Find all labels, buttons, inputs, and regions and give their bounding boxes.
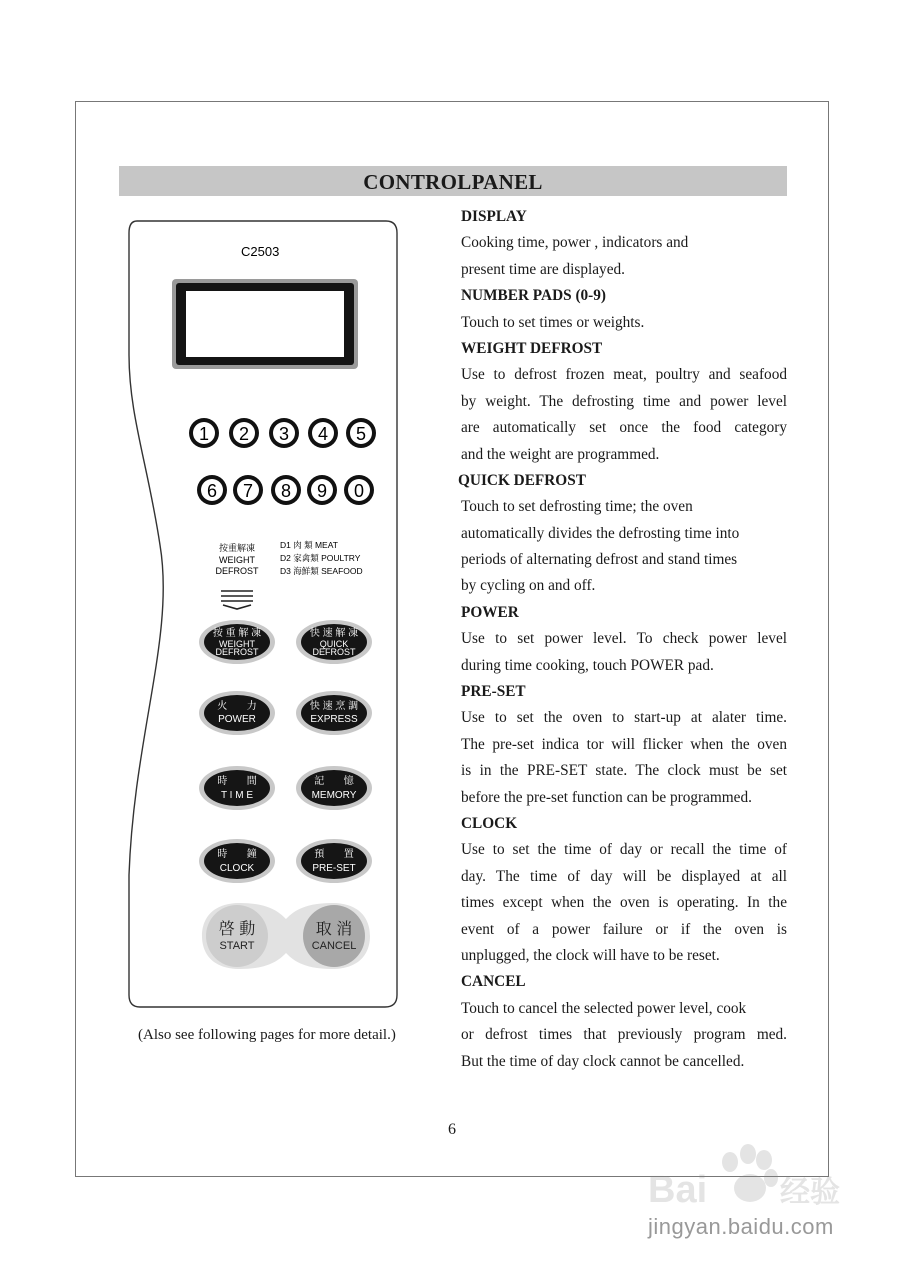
button-cn-label: 火 力 [217, 701, 257, 712]
express-button[interactable] [296, 691, 372, 735]
description-line: But the time of day clock cannot be cancelled. [461, 1052, 745, 1070]
memory-button[interactable] [296, 766, 372, 810]
description-line: by cycling on and off. [461, 577, 596, 595]
start-button[interactable] [206, 905, 268, 967]
display-window [172, 279, 358, 369]
section-heading: CLOCK [461, 814, 518, 832]
number-pad-label: 3 [278, 424, 290, 444]
button-en-label: WEIGHT [219, 639, 255, 649]
section-heading: WEIGHT DEFROST [461, 339, 603, 357]
number-pad-6[interactable] [197, 475, 227, 505]
description-line: is in the PRE-SET state. The clock must be set [461, 762, 787, 780]
number-pad-label: 7 [242, 481, 254, 501]
button-cn-label: 時 鐘 [217, 849, 257, 860]
baidu-paw-watermark-icon [640, 1140, 870, 1260]
svg-text:Bai: Bai [648, 1169, 708, 1211]
description-line: Cooking time, power , indicators and [461, 234, 689, 252]
weight-defrost-cn-label: 按重解凍 [218, 543, 256, 553]
model-label: C2503 [241, 244, 280, 259]
number-pad-7[interactable] [233, 475, 263, 505]
pre-set-button[interactable] [296, 839, 372, 883]
description-line: during time cooking, touch POWER pad. [461, 656, 714, 674]
button-cn-label: 快 速 烹 調 [309, 701, 359, 712]
section-heading: NUMBER PADS (0-9) [461, 287, 607, 305]
button-en-label: DEFROST [312, 647, 356, 657]
weight-defrost-button[interactable] [199, 620, 275, 664]
cancel-cn-label: 取 消 [315, 921, 353, 938]
section-heading: PRE-SET [461, 683, 526, 701]
control-panel-illustration [120, 215, 410, 1015]
description-line: present time are displayed. [461, 260, 625, 278]
description-line: event of a power failure or if the oven is [461, 920, 787, 938]
button-en-label: CLOCK [219, 863, 255, 874]
number-pad-label: 1 [198, 424, 210, 444]
number-pad-label: 2 [238, 424, 250, 444]
category-meat: D1 肉 類 MEAT [280, 540, 338, 550]
section-heading: POWER [461, 603, 519, 621]
button-en-label: MEMORY [311, 790, 357, 801]
button-en-label: PRE-SET [312, 863, 356, 874]
section-heading: CANCEL [461, 973, 526, 991]
section-heading: QUICK DEFROST [458, 471, 586, 489]
button-en-label: QUICK [319, 639, 349, 649]
description-line: The pre-set indica tor will flicker when the oven [461, 735, 787, 753]
description-line: or defrost times that previously program med. [461, 1026, 787, 1044]
number-pad-label: 8 [280, 481, 292, 501]
button-cn-label: 快 速 解 凍 [309, 628, 359, 639]
number-pad-label: 9 [316, 481, 328, 501]
watermark-url: jingyan.baidu.com [648, 1214, 834, 1239]
quick-defrost-button[interactable] [296, 620, 372, 664]
category-poultry: D2 家禽類 POULTRY [280, 553, 361, 563]
description-line: Touch to set defrosting time; the oven [461, 498, 693, 516]
number-pad-3[interactable] [269, 418, 299, 448]
power-button[interactable] [199, 691, 275, 735]
button-en-label: POWER [218, 714, 256, 725]
button-en-label: DEFROST [215, 647, 259, 657]
description-line: times except when the oven is operating. In the [461, 894, 787, 912]
page-title: CONTROLPANEL [119, 166, 787, 196]
start-cn-label: 啓 動 [218, 921, 256, 938]
number-pad-label: 6 [206, 481, 218, 501]
description-line: Use to set the time of day or recall the time of [461, 841, 787, 859]
description-line: before the pre-set function can be programmed. [461, 788, 752, 806]
number-pad-label: 0 [353, 481, 365, 501]
category-seafood: D3 海鮮類 SEAFOOD [280, 566, 363, 576]
number-pad-8[interactable] [271, 475, 301, 505]
description-line: Touch to cancel the selected power level, cook [461, 999, 747, 1017]
description-line: Use to set power level. To check power level [461, 630, 787, 648]
weight-defrost-en-label: WEIGHT [219, 555, 255, 565]
cancel-en-label: CANCEL [311, 940, 357, 952]
button-cn-label: 按 重 解 凍 [212, 628, 262, 639]
section-heading: DISPLAY [461, 208, 527, 225]
button-en-label: T I M E [220, 790, 254, 801]
start-en-label: START [219, 940, 255, 952]
description-line: periods of alternating defrost and stand times [461, 551, 738, 569]
svg-text:经验: 经验 [780, 1176, 840, 1209]
clock-button[interactable] [199, 839, 275, 883]
button-en-label: EXPRESS [310, 714, 358, 725]
number-pad-1[interactable] [189, 418, 219, 448]
control-descriptions [458, 206, 787, 1077]
number-pad-9[interactable] [307, 475, 337, 505]
description-line: by weight. The defrosting time and power level [461, 392, 787, 410]
see-more-note: (Also see following pages for more detail.) [138, 1027, 396, 1043]
number-pad-label: 5 [355, 424, 367, 444]
description-line: automatically divides the defrosting time into [461, 524, 740, 542]
description-line: unplugged, the clock will have to be reset. [461, 946, 720, 964]
time-button[interactable] [199, 766, 275, 810]
button-cn-label: 時 間 [217, 776, 257, 787]
number-pad-4[interactable] [308, 418, 338, 448]
button-cn-label: 記 憶 [314, 776, 354, 787]
description-line: Use to set the oven to start-up at alater time. [461, 709, 787, 727]
cancel-button[interactable] [303, 905, 365, 967]
number-pad-label: 4 [317, 424, 329, 444]
number-pad-2[interactable] [229, 418, 259, 448]
button-cn-label: 預 置 [314, 849, 354, 860]
description-line: are automatically set once the food category [461, 419, 787, 437]
number-pad-5[interactable] [346, 418, 376, 448]
weight-defrost-en-label: DEFROST [215, 566, 259, 576]
description-line: and the weight are programmed. [461, 445, 660, 463]
description-line: Use to defrost frozen meat, poultry and seafood [461, 366, 787, 384]
description-line: day. The time of day will be displayed at all [461, 867, 787, 885]
page-number: 6 [448, 1121, 456, 1138]
number-pad-0[interactable] [344, 475, 374, 505]
description-line: Touch to set times or weights. [461, 313, 645, 331]
